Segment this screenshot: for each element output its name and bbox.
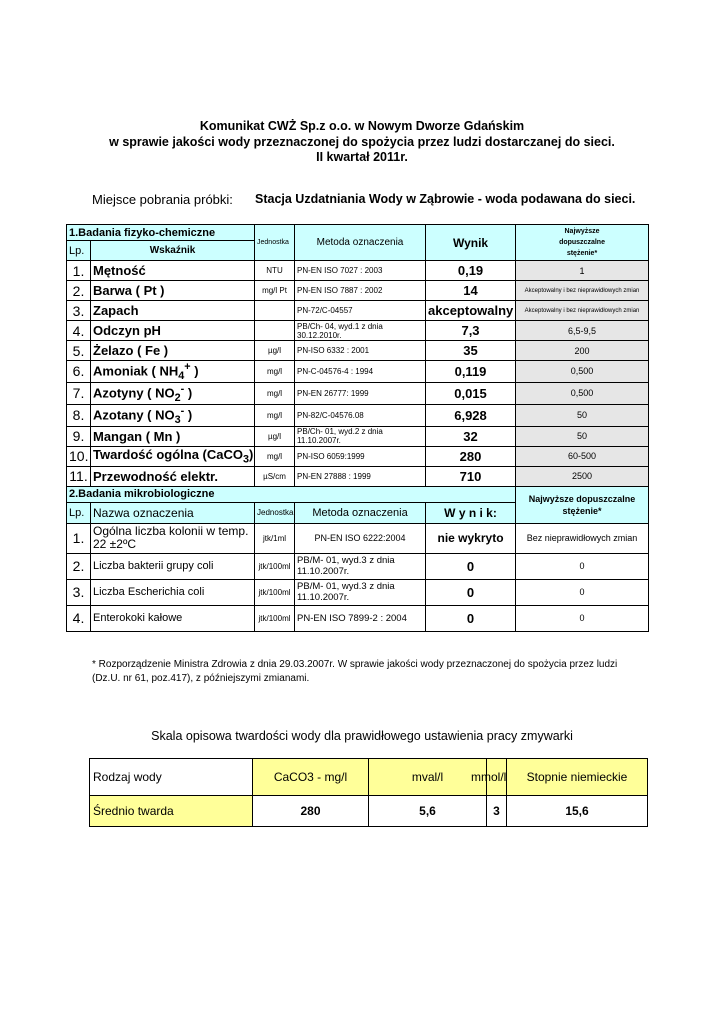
- row-name: Mangan ( Mn ): [91, 426, 255, 446]
- row-lp: 5.: [67, 341, 91, 361]
- row-limit: 0: [516, 579, 649, 605]
- row-method: PN-EN ISO 6222:2004: [295, 523, 426, 553]
- col-german-degrees: Stopnie niemieckie: [507, 759, 648, 796]
- table-row: [67, 553, 649, 579]
- name-text-end: ): [190, 363, 199, 379]
- row-result: 7,3: [426, 321, 516, 341]
- row-unit: mg/l: [255, 446, 295, 466]
- sampling-value: Stacja Uzdatniania Wody w Ząbrowie - woda podawana do sieci.: [255, 192, 636, 206]
- row-result: 32: [426, 426, 516, 446]
- row-method: PN-EN 27888 : 1999: [295, 466, 426, 486]
- row-method: PN-72/C-04557: [295, 301, 426, 321]
- row-limit: Bez nieprawidłowych zmian: [516, 523, 649, 553]
- physchem-table: [66, 224, 649, 632]
- row-method: PB/M- 01, wyd.3 z dnia 11.10.2007r.: [295, 553, 426, 579]
- row-lp: 4.: [67, 321, 91, 341]
- row-method: PN-EN ISO 7899-2 : 2004: [295, 605, 426, 631]
- row-limit: 0: [516, 605, 649, 631]
- row-unit: µg/l: [255, 426, 295, 446]
- row-result: 35: [426, 341, 516, 361]
- row-unit: µS/cm: [255, 466, 295, 486]
- sampling-label: Miejsce pobrania próbki:: [92, 192, 233, 207]
- row-unit: mg/l: [255, 382, 295, 404]
- row-unit: [255, 321, 295, 341]
- row-result: 0,015: [426, 382, 516, 404]
- row-limit: 50: [516, 426, 649, 446]
- name-text: Amoniak ( NH: [93, 363, 179, 379]
- row-result: 280: [426, 446, 516, 466]
- name-sub: 3: [243, 453, 250, 466]
- row-water-type: Średnio twarda: [90, 796, 253, 827]
- row-method: PN-ISO 6059:1999: [295, 446, 426, 466]
- name-sub: 2: [174, 391, 181, 404]
- row-method: PN-EN ISO 7887 : 2002: [295, 281, 426, 301]
- row-result: nie wykryto: [426, 523, 516, 553]
- col-mmol: mmol/l: [487, 759, 507, 796]
- row-unit: jtk/100ml: [255, 579, 295, 605]
- row-lp: 2.: [67, 281, 91, 301]
- row-lp: 3.: [67, 301, 91, 321]
- table-row: [67, 321, 649, 341]
- row-lp: 10.: [67, 446, 91, 466]
- row-method: PN-ISO 6332 : 2001: [295, 341, 426, 361]
- col-limit-line-2: dopuszczalne: [559, 239, 605, 246]
- row-lp: 9.: [67, 426, 91, 446]
- name-sub: 4: [178, 369, 185, 382]
- row-unit: mg/l: [255, 361, 295, 383]
- footnote: * Rozporządzenie Ministra Zdrowia z dnia 29.03.2007r. W sprawie jakości wody przeznaczonej do spożycia przez ludzi (Dz.U. nr 61, poz.417), z późniejszymi zmianami.: [92, 659, 618, 684]
- row-lp: 8.: [67, 404, 91, 426]
- row-result: 0: [426, 579, 516, 605]
- row-lp: 3.: [67, 579, 91, 605]
- col-limit-header: [516, 225, 649, 261]
- row-mval: 5,6: [369, 796, 487, 827]
- row-name: Zapach: [91, 301, 255, 321]
- row-limit: 1: [516, 261, 649, 281]
- row-limit: 50: [516, 404, 649, 426]
- title-line-1: Komunikat CWŻ Sp.z o.o. w Nowym Dworze Gdańskim: [199, 119, 525, 133]
- name-text: Twardość ogólna (CaCO: [93, 446, 243, 462]
- row-unit: mg/l: [255, 404, 295, 426]
- row-limit: 0,500: [516, 361, 649, 383]
- name-sub: 3: [174, 413, 181, 426]
- col-name-header: Nazwa oznaczenia: [91, 502, 255, 523]
- table-row: [67, 523, 649, 553]
- row-unit: [255, 301, 295, 321]
- col-lp-header: Lp.: [67, 241, 91, 261]
- table-row: [67, 404, 649, 426]
- row-result: akceptowalny: [426, 301, 516, 321]
- table-row: [67, 361, 649, 383]
- row-lp: 4.: [67, 605, 91, 631]
- row-result: 14: [426, 281, 516, 301]
- row-method: PN-EN ISO 7027 : 2003: [295, 261, 426, 281]
- row-method: PB/Ch- 01, wyd.2 z dnia 11.10.2007r.: [295, 426, 426, 446]
- row-result: 0,19: [426, 261, 516, 281]
- table-row: [67, 341, 649, 361]
- row-limit: 0: [516, 553, 649, 579]
- row-unit: jtk/100ml: [255, 605, 295, 631]
- row-lp: 1.: [67, 523, 91, 553]
- col-limit-header-2: Najwyższe dopuszczalne stężenie*: [516, 486, 649, 523]
- hardness-title: Skala opisowa twardości wody dla prawidłowego ustawienia pracy zmywarki: [151, 729, 573, 743]
- row-result: 710: [426, 466, 516, 486]
- row-name: [91, 446, 255, 466]
- row-method: PN-82/C-04576.08: [295, 404, 426, 426]
- name-text-end: ): [184, 385, 193, 401]
- table-row: [67, 579, 649, 605]
- hardness-table: [89, 758, 648, 827]
- col-method-header: Metoda oznaczenia: [295, 225, 426, 261]
- row-result: 6,928: [426, 404, 516, 426]
- row-limit: 2500: [516, 466, 649, 486]
- row-limit: 60-500: [516, 446, 649, 466]
- col-method-header-2: Metoda oznaczenia: [295, 502, 426, 523]
- row-name: Liczba Escherichia coli: [91, 579, 255, 605]
- row-limit: Akceptowalny i bez nieprawidłowych zmian: [516, 301, 649, 321]
- row-result: 0,119: [426, 361, 516, 383]
- name-sup: +: [184, 361, 191, 373]
- table-row: [67, 301, 649, 321]
- row-unit: jtk/1ml: [255, 523, 295, 553]
- col-limit-line-3: stężenie*: [566, 250, 598, 257]
- row-lp: 11.: [67, 466, 91, 486]
- title-line-2: w sprawie jakości wody przeznaczonej do spożycia przez ludzi dostarczanej do sieci.: [109, 135, 615, 149]
- col-result-header: Wynik: [426, 225, 516, 261]
- row-lp: 1.: [67, 261, 91, 281]
- row-unit: jtk/100ml: [255, 553, 295, 579]
- name-text: Azotany ( NO: [93, 407, 175, 423]
- row-lp: 2.: [67, 553, 91, 579]
- table-row: [67, 466, 649, 486]
- row-lp: 6.: [67, 361, 91, 383]
- row-limit: Akceptowalny i bez nieprawidłowych zmian: [516, 281, 649, 301]
- row-name: Odczyn pH: [91, 321, 255, 341]
- row-name: Enterokoki kałowe: [91, 605, 255, 631]
- row-name: Liczba bakterii grupy coli: [91, 553, 255, 579]
- table-row: [67, 426, 649, 446]
- title-line-3: II kwartał 2011r.: [316, 150, 408, 164]
- name-text: Azotyny ( NO: [93, 385, 175, 401]
- col-lp-header-2: Lp.: [67, 502, 91, 523]
- col-unit-header-2: Jednostka: [255, 502, 295, 523]
- row-name: Przewodność elektr.: [91, 466, 255, 486]
- name-sup: -: [180, 404, 185, 417]
- col-limit-line-1: Najwyższe: [564, 228, 600, 235]
- row-result: 0: [426, 553, 516, 579]
- col-result-header-2: W y n i k:: [426, 502, 516, 523]
- row-caco3: 280: [253, 796, 369, 827]
- col-caco3: CaCO3 - mg/l: [253, 759, 369, 796]
- row-method: PN-C-04576-4 : 1994: [295, 361, 426, 383]
- row-lp: 7.: [67, 382, 91, 404]
- row-result: 0: [426, 605, 516, 631]
- row-limit: 0,500: [516, 382, 649, 404]
- name-text-end: ): [249, 446, 254, 462]
- table-row: [67, 605, 649, 631]
- table-row: [67, 281, 649, 301]
- row-method: PN-EN 26777: 1999: [295, 382, 426, 404]
- section2-title: 2.Badania mikrobiologiczne: [67, 486, 516, 502]
- row-name: Ogólna liczba kolonii w temp. 22 ±2ºC: [91, 523, 255, 553]
- row-name: Barwa ( Pt ): [91, 281, 255, 301]
- name-sup: -: [180, 382, 185, 395]
- row-name: Żelazo ( Fe ): [91, 341, 255, 361]
- row-name: [91, 361, 255, 383]
- row-name: Mętność: [91, 261, 255, 281]
- row-unit: NTU: [255, 261, 295, 281]
- name-text-end: ): [184, 407, 193, 423]
- row-limit: 6,5-9,5: [516, 321, 649, 341]
- row-german-degrees: 15,6: [507, 796, 648, 827]
- table-row: [67, 261, 649, 281]
- table-row: [67, 446, 649, 466]
- col-indicator-header: Wskaźnik: [91, 241, 255, 261]
- row-name: [91, 382, 255, 404]
- col-mval: mval/l: [369, 759, 487, 796]
- row-unit: mg/l Pt: [255, 281, 295, 301]
- col-unit-header: Jednostka: [255, 225, 295, 261]
- row-unit: µg/l: [255, 341, 295, 361]
- row-method: PB/Ch- 04, wyd.1 z dnia 30.12.2010r.: [295, 321, 426, 341]
- col-water-type: Rodzaj wody: [90, 759, 253, 796]
- row-method: PB/M- 01, wyd.3 z dnia 11.10.2007r.: [295, 579, 426, 605]
- table-row: [67, 382, 649, 404]
- row-mmol: 3: [487, 796, 507, 827]
- row-limit: 200: [516, 341, 649, 361]
- section1-title: 1.Badania fizyko-chemiczne: [67, 225, 255, 241]
- row-name: [91, 404, 255, 426]
